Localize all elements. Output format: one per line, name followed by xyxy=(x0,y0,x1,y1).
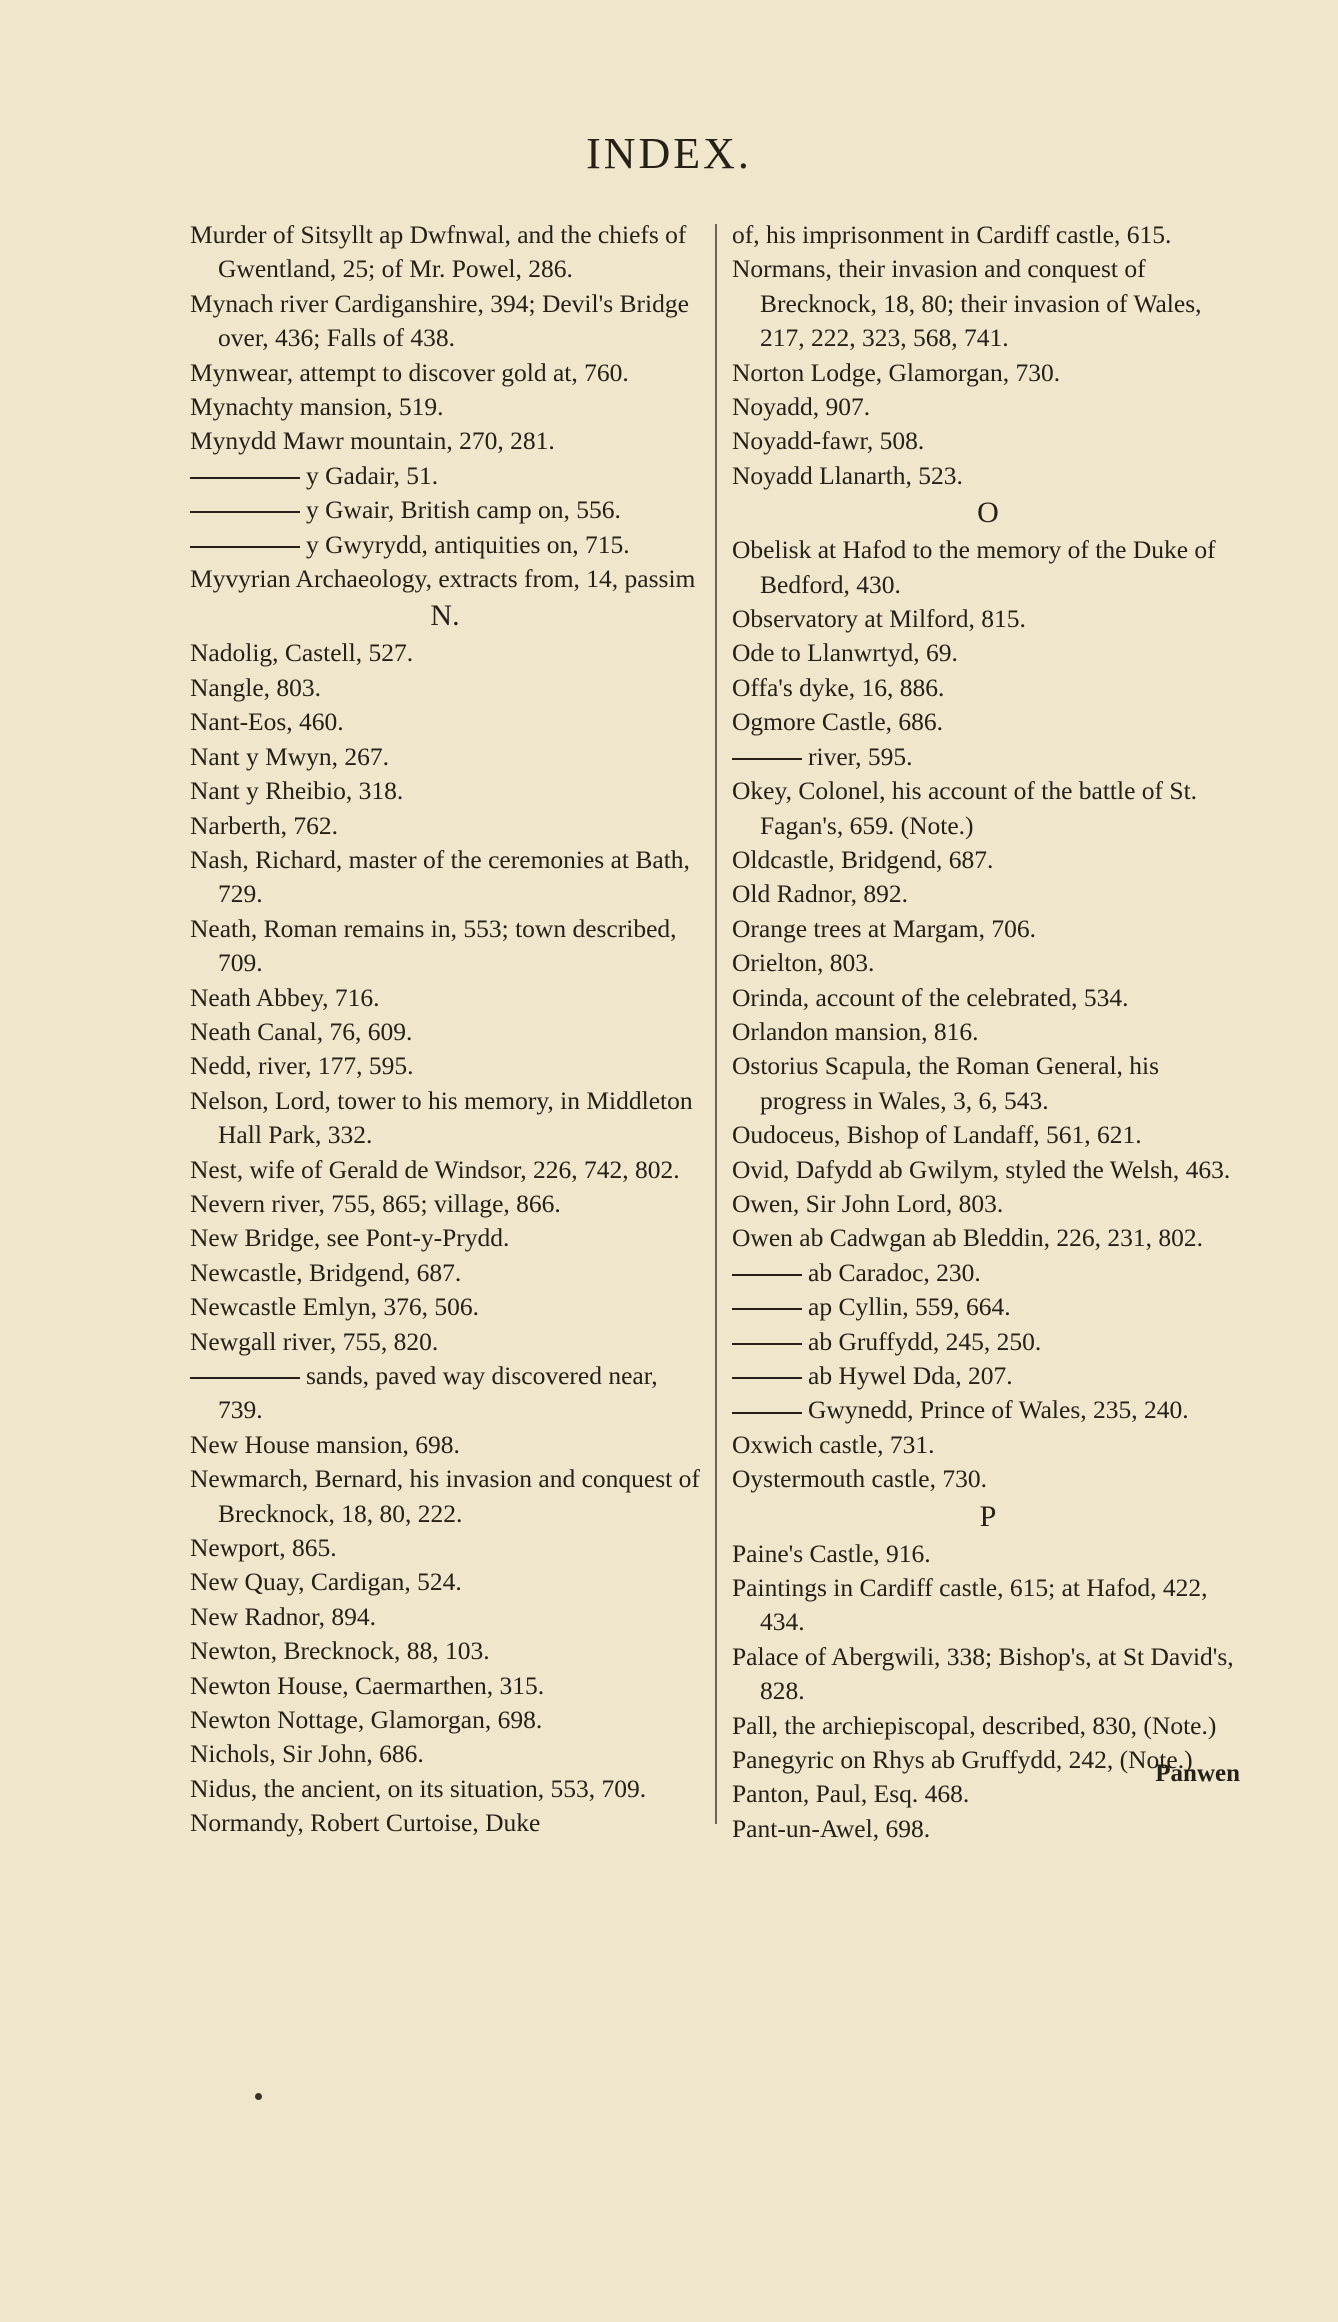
entry-text: Palace of Abergwili, 338; Bishop's, at St David's, 828. xyxy=(732,1641,1234,1706)
index-subentry xyxy=(190,1359,700,1428)
index-entry xyxy=(732,1187,1244,1221)
entry-text: Oudoceus, Bishop of Landaff, 561, 621. xyxy=(732,1120,1142,1150)
entry-text: Narberth, 762. xyxy=(190,810,338,840)
index-subentry xyxy=(732,1393,1244,1427)
index-entry xyxy=(732,1221,1244,1255)
ditto-dash xyxy=(732,1274,802,1276)
entry-text: Ode to Llanwrtyd, 69. xyxy=(732,638,958,668)
index-entry xyxy=(190,1221,700,1255)
column-divider xyxy=(715,224,717,1824)
ink-dot xyxy=(255,2093,262,2100)
index-entry xyxy=(732,1153,1244,1187)
index-subentry xyxy=(190,459,700,493)
entry-text: y Gwyrydd, antiquities on, 715. xyxy=(306,529,630,559)
entry-text: Nash, Richard, master of the ceremonies at Bath, 729. xyxy=(190,844,690,909)
index-entry xyxy=(732,774,1244,843)
index-entry xyxy=(732,1015,1244,1049)
entry-text: Orlandon mansion, 816. xyxy=(732,1016,979,1046)
entry-text: Newcastle Emlyn, 376, 506. xyxy=(190,1292,479,1322)
index-entry xyxy=(190,774,700,808)
entry-text: Nest, wife of Gerald de Windsor, 226, 742, 802. xyxy=(190,1154,680,1184)
index-entry xyxy=(732,705,1244,739)
index-entry xyxy=(190,1325,700,1359)
entry-text: Myvyrian Archaeology, extracts from, 14, passim xyxy=(190,564,696,594)
entry-text: Old Radnor, 892. xyxy=(732,879,909,909)
index-entry xyxy=(732,356,1244,390)
ditto-dash xyxy=(190,546,300,548)
entry-text: Mynwear, attempt to discover gold at, 760. xyxy=(190,357,629,387)
ditto-dash xyxy=(732,758,802,760)
entry-text: Offa's dyke, 16, 886. xyxy=(732,672,945,702)
index-entry xyxy=(190,1634,700,1668)
index-entry xyxy=(732,981,1244,1015)
index-entry xyxy=(190,1531,700,1565)
entry-text: Ogmore Castle, 686. xyxy=(732,707,944,737)
entry-text: Oldcastle, Bridgend, 687. xyxy=(732,844,994,874)
index-entry xyxy=(732,877,1244,911)
index-entry xyxy=(190,671,700,705)
index-entry xyxy=(732,1462,1244,1496)
index-entry xyxy=(732,1428,1244,1462)
ditto-dash xyxy=(190,1377,300,1379)
index-subentry xyxy=(732,1290,1244,1324)
entry-text: Normandy, Robert Curtoise, Duke xyxy=(190,1808,541,1838)
entry-text: Orinda, account of the celebrated, 534. xyxy=(732,982,1129,1012)
index-entry xyxy=(732,1640,1244,1709)
index-entry xyxy=(190,981,700,1015)
index-entry xyxy=(190,705,700,739)
index-entry xyxy=(732,1812,1244,1846)
ditto-dash xyxy=(732,1343,802,1345)
entry-text: Mynach river Cardiganshire, 394; Devil's Bridge over, 436; Falls of 438. xyxy=(190,288,689,353)
index-entry xyxy=(732,912,1244,946)
index-entry xyxy=(190,1806,700,1840)
ditto-dash xyxy=(732,1308,802,1310)
entry-text: Nant-Eos, 460. xyxy=(190,707,344,737)
index-entry xyxy=(732,671,1244,705)
entry-text: Nangle, 803. xyxy=(190,672,322,702)
index-entry xyxy=(190,1187,700,1221)
index-entry xyxy=(190,912,700,981)
entry-text: Newton, Brecknock, 88, 103. xyxy=(190,1636,490,1666)
index-column-left xyxy=(190,218,700,1841)
entry-text: ab Gruffydd, 245, 250. xyxy=(808,1326,1042,1356)
index-entry xyxy=(190,1256,700,1290)
index-entry xyxy=(190,843,700,912)
entry-text: Paintings in Cardiff castle, 615; at Hafod, 422, 434. xyxy=(732,1573,1208,1637)
index-entry xyxy=(190,809,700,843)
index-entry xyxy=(190,562,700,596)
entry-text: Newton House, Caermarthen, 315. xyxy=(190,1670,545,1700)
index-subentry xyxy=(732,740,1244,774)
entry-text: Paine's Castle, 916. xyxy=(732,1538,931,1568)
entry-text: Nichols, Sir John, 686. xyxy=(190,1739,424,1769)
entry-text: Gwynedd, Prince of Wales, 235, 240. xyxy=(808,1395,1189,1425)
index-entry xyxy=(732,1709,1244,1743)
index-entry xyxy=(732,424,1244,458)
index-entry xyxy=(190,287,700,356)
index-entry xyxy=(732,390,1244,424)
entry-text: Neath, Roman remains in, 553; town described, 709. xyxy=(190,913,677,978)
index-entry xyxy=(732,1118,1244,1152)
index-entry xyxy=(190,1737,700,1771)
index-entry xyxy=(732,1049,1244,1118)
entry-text: sands, paved way discovered near, 739. xyxy=(218,1361,658,1425)
entry-text: Neath Canal, 76, 609. xyxy=(190,1016,413,1046)
entry-text: Owen ab Cadwgan ab Bleddin, 226, 231, 802. xyxy=(732,1223,1203,1253)
entry-text: Nant y Mwyn, 267. xyxy=(190,741,390,771)
entry-text: ab Hywel Dda, 207. xyxy=(808,1361,1013,1390)
entry-text: Orange trees at Margam, 706. xyxy=(732,913,1037,943)
index-entry xyxy=(190,1703,700,1737)
entry-text: Nadolig, Castell, 527. xyxy=(190,638,414,668)
index-entry xyxy=(190,390,700,424)
entry-text: Noyadd-fawr, 508. xyxy=(732,426,925,456)
index-entry xyxy=(190,1153,700,1187)
index-entry xyxy=(732,946,1244,980)
index-entry xyxy=(732,602,1244,636)
index-entry xyxy=(190,1428,700,1462)
entry-text: Oystermouth castle, 730. xyxy=(732,1464,987,1494)
entry-text: Pant-un-Awel, 698. xyxy=(732,1813,931,1843)
index-subentry xyxy=(190,528,700,562)
entry-text: Normans, their invasion and conquest of Brecknock, 18, 80; their invasion of Wales, 217, 222, 323, 568, 741. xyxy=(732,254,1202,353)
entry-text: Newport, 865. xyxy=(190,1533,337,1563)
index-subentry xyxy=(732,1359,1244,1393)
entry-text: river, 595. xyxy=(808,741,913,771)
entry-text: Nidus, the ancient, on its situation, 553, 709. xyxy=(190,1773,647,1803)
entry-text: Okey, Colonel, his account of the battle of St. Fagan's, 659. (Note.) xyxy=(732,776,1198,840)
entry-text: Nedd, river, 177, 595. xyxy=(190,1051,414,1081)
entry-text: New House mansion, 698. xyxy=(190,1429,460,1459)
index-subentry xyxy=(732,1256,1244,1290)
entry-text: ab Caradoc, 230. xyxy=(808,1257,981,1287)
entry-text: Nant y Rheibio, 318. xyxy=(190,776,404,806)
entry-text: New Radnor, 894. xyxy=(190,1601,376,1631)
ditto-dash xyxy=(190,511,300,513)
entry-text: New Quay, Cardigan, 524. xyxy=(190,1567,462,1597)
entry-text: Ovid, Dafydd ab Gwilym, styled the Welsh, 463. xyxy=(732,1154,1231,1184)
index-entry xyxy=(190,424,700,458)
entry-text: Nevern river, 755, 865; village, 866. xyxy=(190,1188,561,1218)
index-entry xyxy=(190,356,700,390)
entry-text: ap Cyllin, 559, 664. xyxy=(808,1292,1011,1322)
index-entry xyxy=(190,740,700,774)
entry-text: y Gwair, British camp on, 556. xyxy=(306,495,621,525)
index-entry xyxy=(732,1537,1244,1571)
index-entry xyxy=(190,1462,700,1531)
ditto-dash xyxy=(732,1412,802,1414)
index-entry xyxy=(732,218,1244,252)
index-entry xyxy=(190,1565,700,1599)
entry-text: Observatory at Milford, 815. xyxy=(732,604,1026,634)
entry-text: New Bridge, see Pont-y-Prydd. xyxy=(190,1223,510,1253)
index-subentry xyxy=(190,493,700,527)
ditto-dash xyxy=(190,477,300,479)
index-entry xyxy=(190,1600,700,1634)
entry-text: Murder of Sitsyllt ap Dwfnwal, and the chiefs of Gwentland, 25; of Mr. Powel, 286. xyxy=(190,220,687,284)
entry-text: Newcastle, Bridgend, 687. xyxy=(190,1257,462,1287)
entry-text: Newmarch, Bernard, his invasion and conquest of Brecknock, 18, 80, 222. xyxy=(190,1464,700,1528)
index-entry xyxy=(190,636,700,670)
entry-text: Owen, Sir John Lord, 803. xyxy=(732,1188,1004,1218)
entry-text: Newton Nottage, Glamorgan, 698. xyxy=(190,1705,543,1735)
index-entry xyxy=(190,218,700,287)
index-letter-heading: P xyxy=(979,1499,997,1533)
entry-text: Obelisk at Hafod to the memory of the Duke of Bedford, 430. xyxy=(732,535,1216,599)
entry-text: Newgall river, 755, 820. xyxy=(190,1326,439,1356)
index-column-right xyxy=(732,218,1244,1846)
index-entry xyxy=(190,1669,700,1703)
entry-text: Panegyric on Rhys ab Gruffydd, 242, (Note.) xyxy=(732,1745,1193,1775)
index-letter-heading: O xyxy=(977,496,999,530)
entry-text: Norton Lodge, Glamorgan, 730. xyxy=(732,357,1061,387)
index-entry xyxy=(732,533,1244,602)
entry-text: Noyadd Llanarth, 523. xyxy=(732,460,963,490)
index-entry xyxy=(190,1049,700,1083)
index-entry xyxy=(190,1084,700,1153)
entry-text: Ostorius Scapula, the Roman General, his progress in Wales, 3, 6, 543. xyxy=(732,1051,1160,1115)
catchword: Panwen xyxy=(1155,1760,1240,1787)
entry-text: Oxwich castle, 731. xyxy=(732,1429,935,1459)
index-entry xyxy=(732,843,1244,877)
entry-text: Panton, Paul, Esq. 468. xyxy=(732,1779,970,1809)
index-entry xyxy=(732,636,1244,670)
index-entry xyxy=(732,1571,1244,1640)
entry-text: Mynydd Mawr mountain, 270, 281. xyxy=(190,426,555,456)
entry-text: Mynachty mansion, 519. xyxy=(190,392,444,422)
entry-text: Nelson, Lord, tower to his memory, in Middleton Hall Park, 332. xyxy=(190,1085,693,1150)
entry-text: Orielton, 803. xyxy=(732,948,875,978)
entry-text: Neath Abbey, 716. xyxy=(190,982,380,1012)
index-entry xyxy=(190,1015,700,1049)
index-entry xyxy=(732,459,1244,493)
ditto-dash xyxy=(732,1377,802,1379)
index-entry xyxy=(732,252,1244,355)
index-subentry xyxy=(732,1325,1244,1359)
entry-text: y Gadair, 51. xyxy=(306,460,439,490)
entry-text: Pall, the archiepiscopal, described, 830, (Note.) xyxy=(732,1710,1217,1740)
page-title: INDEX. xyxy=(586,129,752,178)
index-entry xyxy=(190,1290,700,1324)
entry-text: of, his imprisonment in Cardiff castle, 615. xyxy=(732,220,1172,249)
entry-text: Noyadd, 907. xyxy=(732,392,871,422)
index-letter-heading: N. xyxy=(430,599,460,633)
index-entry xyxy=(190,1772,700,1806)
